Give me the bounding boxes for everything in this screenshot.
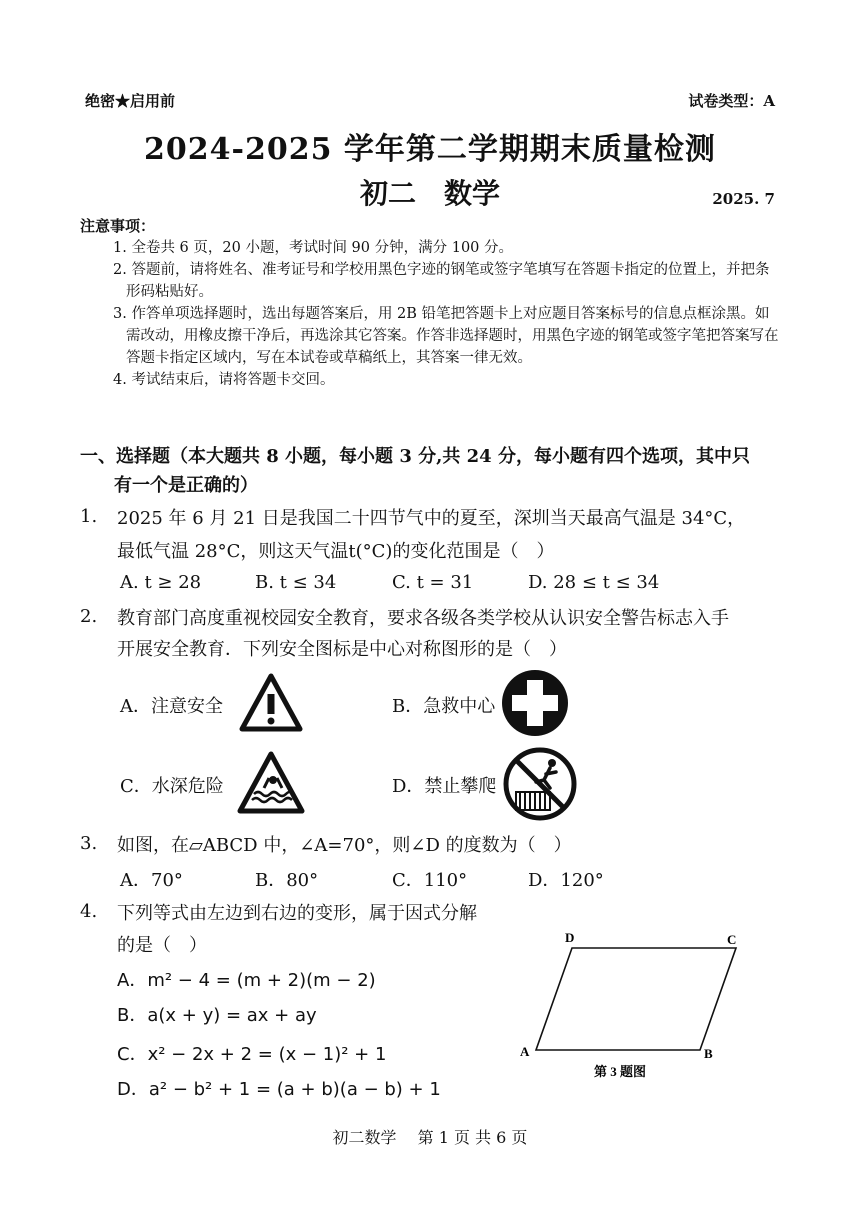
- option-b: B．80°: [255, 870, 319, 891]
- no-climbing-icon: [502, 746, 578, 822]
- option-d: D．a² − b² + 1 = (a + b)(a − b) + 1: [117, 1079, 441, 1100]
- notice-list: [113, 237, 781, 391]
- option-b: B. t ≤ 34: [255, 572, 337, 593]
- notice-title: 注意事项：: [80, 217, 156, 235]
- option-c: C．110°: [392, 870, 468, 891]
- figure-caption: 第 3 题图: [594, 1064, 647, 1079]
- first-aid-cross-icon: [500, 668, 570, 738]
- option-a: A. t ≥ 28: [120, 572, 202, 593]
- vertex-label-a: A: [520, 1044, 530, 1059]
- option-b: B．急救中心: [392, 696, 496, 717]
- option-a: A．m² − 4 = (m + 2)(m − 2): [117, 970, 376, 991]
- option-d: D．120°: [528, 870, 604, 891]
- notice-item: 4. 考试结束后，请将答题卡交回。: [113, 372, 335, 388]
- option-a: A．注意安全: [120, 696, 223, 717]
- question-text: 开展安全教育．下列安全图标是中心对称图形的是（ ）: [117, 639, 567, 660]
- option-d: D．禁止攀爬: [392, 776, 497, 797]
- deep-water-icon: [236, 750, 306, 816]
- question-text: 的是（ ）: [117, 935, 207, 956]
- section-heading-line2: 有一个是正确的）: [114, 475, 258, 496]
- section-heading: [80, 442, 780, 500]
- question-number: 1.: [80, 506, 98, 527]
- question-number: 4.: [80, 901, 98, 922]
- exam-title: 2024-2025 学年第二学期期末质量检测: [144, 132, 716, 167]
- notice-item: 1. 全卷共 6 页，20 小题，考试时间 90 分钟，满分 100 分。: [113, 240, 514, 256]
- notice-item: 3. 作答单项选择题时，选出每题答案后，用 2B 铅笔把答题卡上对应题目答案标号的信息点框涂黑。如需改动，用橡皮擦干净后，再选涂其它答案。作答非选择题时，用黑色字迹的钢笔或签字笔把答案写在答题卡指定区域内，写在本试卷或草稿纸上，其答案一律无效。: [113, 306, 779, 366]
- question-text: 如图，在▱ABCD 中，∠A=70°，则∠D 的度数为（ ）: [117, 835, 572, 856]
- question-number: 3.: [80, 833, 98, 854]
- option-c: C．水深危险: [120, 776, 224, 797]
- secret-mark: 绝密★启用前: [85, 92, 176, 110]
- notice-item: 2. 答题前，请将姓名、准考证号和学校用黑色字迹的钢笔或签字笔填写在答题卡指定的位置上，并把条形码粘贴好。: [113, 262, 770, 300]
- option-d: D. 28 ≤ t ≤ 34: [528, 572, 660, 593]
- section-heading-line1: 一、选择题（本大题共 8 小题，每小题 3 分,共 24 分，每小题有四个选项，其中只: [80, 446, 750, 467]
- question-text: 最低气温 28°C，则这天气温t(°C)的变化范围是（ ）: [117, 541, 555, 562]
- option-c: C. t = 31: [392, 572, 474, 593]
- vertex-label-c: C: [727, 932, 737, 947]
- warning-triangle-icon: [238, 672, 304, 734]
- question-text: 教育部门高度重视校园安全教育，要求各级各类学校从认识安全警告标志入手: [117, 608, 729, 629]
- option-c: C．x² − 2x + 2 = (x − 1)² + 1: [117, 1044, 387, 1065]
- page-footer: 初二数学 第 1 页 共 6 页: [332, 1128, 528, 1147]
- exam-date: 2025. 7: [712, 190, 775, 208]
- exam-subtitle: 初二 数学: [359, 177, 500, 210]
- option-b: B．a(x + y) = ax + ay: [117, 1005, 317, 1026]
- vertex-label-d: D: [565, 930, 575, 945]
- question-text: 下列等式由左边到右边的变形，属于因式分解: [117, 903, 477, 924]
- parallelogram-figure: [510, 926, 750, 1086]
- option-a: A．70°: [120, 870, 183, 891]
- question-number: 2.: [80, 606, 98, 627]
- question-text: 2025 年 6 月 21 日是我国二十四节气中的夏至，深圳当天最高气温是 34°C，: [117, 508, 746, 529]
- vertex-label-b: B: [704, 1046, 713, 1061]
- paper-type: 试卷类型：A: [688, 92, 775, 110]
